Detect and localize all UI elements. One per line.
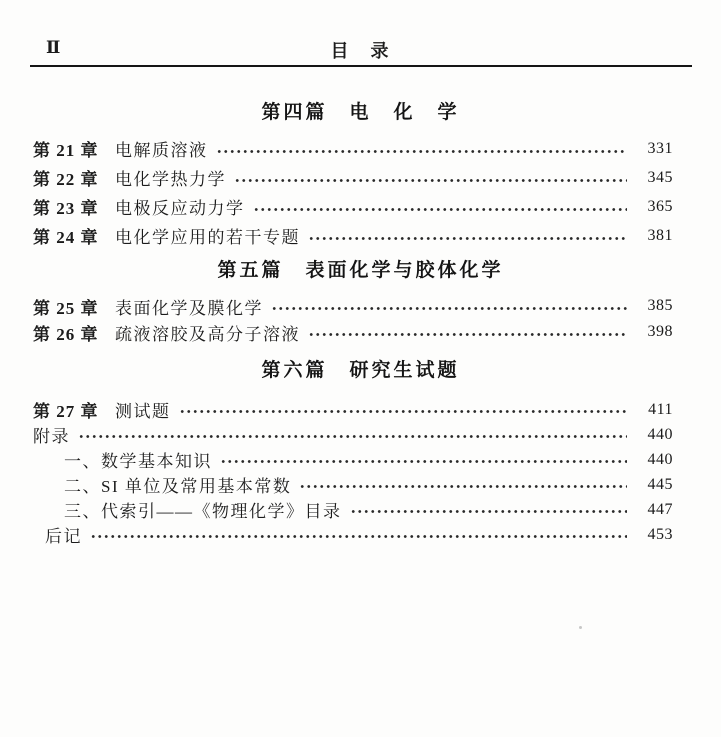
entry-page-number: 381 xyxy=(647,226,673,244)
entry-title: 电化学热力学 xyxy=(115,170,226,189)
entry-page-number: 440 xyxy=(647,425,673,443)
toc-entry-ch21 xyxy=(33,134,673,163)
entry-page-number: 440 xyxy=(647,450,673,468)
chapter-label: 第 26 章 xyxy=(33,324,99,344)
header-rule xyxy=(30,65,692,67)
part4-entries xyxy=(33,134,673,250)
toc-entry-ch25 xyxy=(33,293,673,319)
part4-heading: 第四篇 电 化 学 xyxy=(261,102,460,123)
entry-title: 电化学应用的若干专题 xyxy=(115,228,300,247)
toc-entry-ch23 xyxy=(33,192,673,221)
toc-entry-postscript xyxy=(33,522,673,547)
entry-page-number: 345 xyxy=(647,168,673,186)
dotted-leader xyxy=(90,522,627,547)
dotted-leader xyxy=(78,422,627,447)
dotted-leader xyxy=(308,221,627,250)
entry-title: 电极反应动力学 xyxy=(115,199,245,218)
part5-entries xyxy=(33,293,673,345)
chapter-label: 第 23 章 xyxy=(33,199,99,218)
entry-page-number: 411 xyxy=(648,400,673,418)
entry-title: 一、数学基本知识 xyxy=(64,452,212,471)
toc-entry-ch22 xyxy=(33,163,673,192)
dotted-leader xyxy=(216,134,628,163)
dotted-leader xyxy=(299,472,627,497)
dotted-leader xyxy=(308,319,627,345)
entry-page-number: 385 xyxy=(647,297,673,314)
entry-title: 电解质溶液 xyxy=(115,141,208,160)
entry-page-number: 331 xyxy=(647,139,673,157)
part6-heading: 第六篇 研究生试题 xyxy=(261,360,460,381)
dotted-leader xyxy=(179,397,628,422)
chapter-label: 第 22 章 xyxy=(33,170,99,189)
entry-title: 测试题 xyxy=(115,402,171,421)
entry-title: 三、代索引——《物理化学》目录 xyxy=(64,502,342,521)
entry-page-number: 445 xyxy=(647,475,673,493)
dotted-leader xyxy=(220,447,627,472)
entry-title: 后记 xyxy=(45,527,82,546)
entry-page-number: 453 xyxy=(647,525,673,543)
dotted-leader xyxy=(271,293,627,319)
page-title: 目 录 xyxy=(330,41,391,61)
toc-entry-ch26 xyxy=(33,319,673,345)
toc-entry-appendix-3 xyxy=(33,497,673,522)
toc-entry-ch24 xyxy=(33,221,673,250)
toc-entry-appendix-2 xyxy=(33,472,673,497)
toc-entry-appendix xyxy=(33,422,673,447)
entry-title: 二、SI 单位及常用基本常数 xyxy=(64,477,292,496)
chapter-label: 第 24 章 xyxy=(33,228,99,247)
entry-page-number: 447 xyxy=(647,500,673,518)
page-folio: Ⅱ xyxy=(46,38,62,57)
entry-page-number: 398 xyxy=(647,323,673,340)
chapter-label: 第 27 章 xyxy=(33,402,99,421)
entry-title: 表面化学及膜化学 xyxy=(115,298,263,318)
part6-entries xyxy=(33,397,673,547)
chapter-label: 第 25 章 xyxy=(33,298,99,318)
entry-page-number: 365 xyxy=(647,197,673,215)
entry-title: 附录 xyxy=(33,427,70,446)
chapter-label: 第 21 章 xyxy=(33,141,99,160)
part5-heading: 第五篇 表面化学与胶体化学 xyxy=(217,260,504,281)
entry-title: 疏液溶胶及高分子溶液 xyxy=(115,324,300,344)
toc-entry-ch27 xyxy=(33,397,673,422)
toc-entry-appendix-1 xyxy=(33,447,673,472)
scan-speck xyxy=(579,626,582,629)
dotted-leader xyxy=(234,163,627,192)
dotted-leader xyxy=(350,497,628,522)
dotted-leader xyxy=(253,192,628,221)
